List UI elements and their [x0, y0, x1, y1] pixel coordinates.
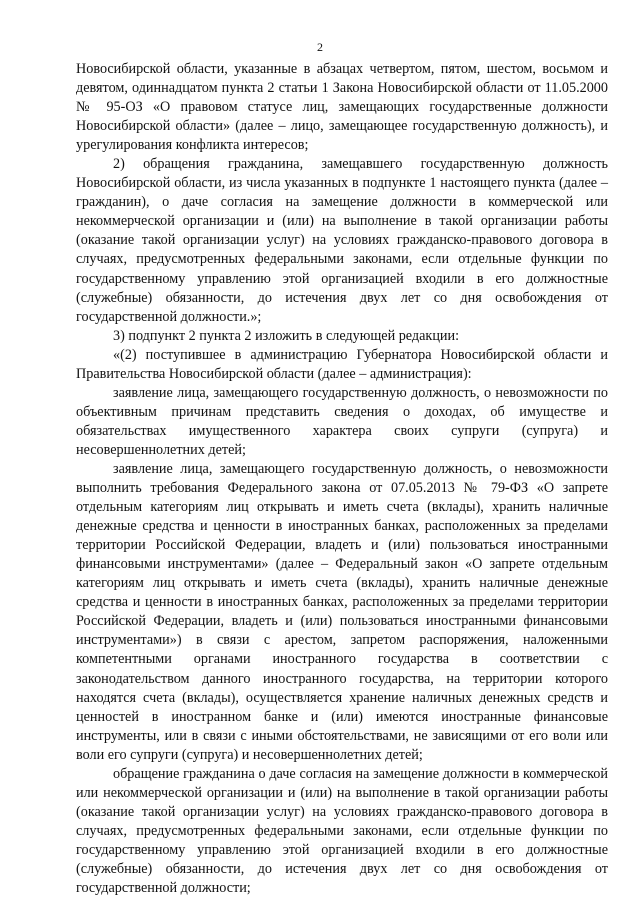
paragraph-7: обращение гражданина о даче согласия на замещение должности в коммерческой или некоммерческой организации и (или) на выполнение в такой организации работы (оказание такой организации услуг) на условиях гражданско-правового договора в случаях, предусмотренных федеральными законами, если отдельные функции по государственному управлению этой организацией входили в его должностные (служебные) обязанности, до истечения двух лет со дня освобождения от государственной должности; — [76, 765, 608, 897]
paragraph-6: заявление лица, замещающего государственную должность, о невозможности выполнить требования Федерального закона от 07.05.2013 № 79-ФЗ «О запрете отдельным категориям лиц открывать и иметь счета (вклады), хранить наличные денежные средства и ценности в иностранных банках, расположенных за пределами территории Российской Федерации, владеть и (или) пользоваться иностранными финансовыми инструментами» (далее – Федеральный закон «О запрете отдельным категориям лиц открывать и иметь счета (вклады), хранить наличные денежные средства и ценности в иностранных банках, расположенных за пределами территории Российской Федерации, владеть и (или) пользоваться иностранными финансовыми инструментами») в связи с арестом, запретом распоряжения, наложенными компетентными органами иностранного государства в соответствии с законодательством данного иностранного государства, на территории которого находятся счета (вклады), осуществляется хранение наличных денежных средств и ценностей в иностранном банке и (или) имеются иностранные финансовые инструменты, или в связи с иными обстоятельствами, не зависящими от его воли или воли его супруги (супруга) и несовершеннолетних детей; — [76, 460, 608, 763]
paragraph-4: «(2) поступившее в администрацию Губернатора Новосибирской области и Правительства Новосибирской области (далее – администрация): — [76, 346, 608, 382]
paragraph-5: заявление лица, замещающего государственную должность, о невозможности по объективным причинам представить сведения о доходах, об имуществе и обязательствах имущественного характера своих супруги (супруга) и несовершеннолетних детей; — [76, 384, 608, 458]
page-number: 2 — [317, 40, 323, 54]
paragraph-3: 3) подпункт 2 пункта 2 изложить в следующей редакции: — [113, 327, 460, 344]
paragraph-2: 2) обращения гражданина, замещавшего государственную должность Новосибирской области, из числа указанных в подпункте 1 настоящего пункта (далее – гражданин), о даче согласия на замещение должности в коммерческой или некоммерческой организации и (или) на выполнение в такой организации работы (оказание такой организации услуг) на условиях гражданско-правового договора в случаях, предусмотренных федеральными законами, если отдельные функции по государственному управлению этой организацией входили в его должностные (служебные) обязанности, до истечения двух лет со дня освобождения от государственной должности.»; — [76, 156, 608, 325]
paragraph-1: Новосибирской области, указанные в абзацах четвертом, пятом, шестом, восьмом и девятом, одиннадцатом пункта 2 статьи 1 Закона Новосибирской области от 11.05.2000 № 95-ОЗ «О правовом статусе лиц, замещающих государственные должности Новосибирской области» (далее – лицо, замещающее государственную должность), и урегулирования конфликта интересов; — [76, 61, 608, 154]
document-body — [76, 60, 608, 898]
